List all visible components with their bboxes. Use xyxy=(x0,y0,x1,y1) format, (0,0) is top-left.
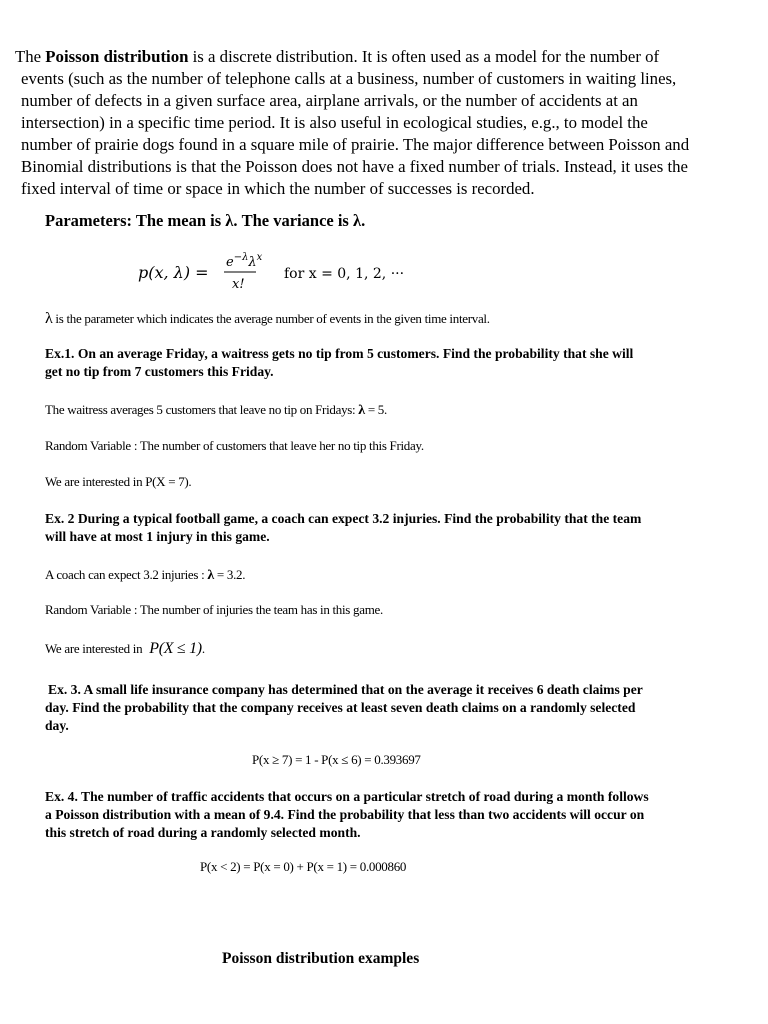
ex2-interest: We are interested in P(X ≤ 1). xyxy=(45,640,205,657)
parameters-line xyxy=(45,211,365,231)
formula-range: for x = 0, 1, 2, ··· xyxy=(284,266,405,282)
ex3-answer: P(x ≥ 7) = 1 - P(x ≤ 6) = 0.393697 xyxy=(252,752,421,767)
intro-line-4: intersection) in a specific time period. It is also useful in ecological studies, e.g., to model the xyxy=(21,113,648,132)
lambda-symbol: λ xyxy=(207,568,214,583)
ex3-heading: Ex. 3. A small life insurance company has determined that on the average it receives 6 death claims per day. Find the probability that the company receives at least seven death claims on a randomly selected day. xyxy=(45,682,643,733)
ex1-random-variable: Random Variable : The number of customers that leave her no tip this Friday. xyxy=(45,438,424,453)
poisson-formula xyxy=(138,248,438,293)
ex1-interest: We are interested in P(X = 7). xyxy=(45,474,192,489)
ex2-random-variable: Random Variable : The number of injuries the team has in this game. xyxy=(45,602,383,617)
ex4-heading: Ex. 4. The number of traffic accidents that occurs on a particular stretch of road during a month follows a Poisson distribution with a mean of 9.4. Find the probability that less than two accidents will occur on this stretch of road during a randomly selected month. xyxy=(45,789,649,840)
ex2-math: P(X ≤ 1) xyxy=(149,640,202,657)
intro-line-5: number of prairie dogs found in a square mile of prairie. The major difference between Poisson and xyxy=(21,135,690,154)
poisson-distribution-term: Poisson distribution xyxy=(45,47,189,66)
formula-graphic xyxy=(138,248,438,293)
parameters-text: : The mean is λ. The variance is λ. xyxy=(126,211,366,230)
intro-line-1: The Poisson distribution is a discrete distribution. It is often used as a model for the number of xyxy=(15,47,660,66)
lambda-description: λ is the parameter which indicates the average number of events in the given time interval. xyxy=(45,310,490,327)
ex4-answer: P(x < 2) = P(x = 0) + P(x = 1) = 0.000860 xyxy=(200,859,407,874)
page-title: Poisson distribution examples xyxy=(222,950,420,967)
intro-line-6: Binomial distributions is that the Poisson does not have a fixed number of trials. Instead, it uses the xyxy=(21,157,688,176)
ex2-lambda-line: A coach can expect 3.2 injuries : λ = 3.2. xyxy=(45,567,246,583)
ex2-heading: Ex. 2 During a typical football game, a coach can expect 3.2 injuries. Find the probability that the team will have at most 1 injury in this game. xyxy=(45,511,642,544)
ex1-lambda-line: The waitress averages 5 customers that leave no tip on Fridays: λ = 5. xyxy=(45,402,387,418)
formula-denominator: x! xyxy=(232,277,245,292)
intro-line-3: number of defects in a given surface area, airplane arrivals, or the number of accidents at an xyxy=(21,91,638,110)
formula-lhs: p(x, λ) = xyxy=(138,263,209,282)
lambda-symbol: λ xyxy=(358,403,365,418)
intro-line-2: events (such as the number of telephone calls at a business, number of customers in waiting lines, xyxy=(21,69,677,88)
formula-numerator: $e^{-\lambda}\lambda^x$ xyxy=(226,252,263,270)
parameters-label: Parameters xyxy=(45,211,127,230)
lambda-symbol: λ xyxy=(45,310,53,327)
intro-line-7: fixed interval of time or space in which the number of successes is recorded. xyxy=(21,179,535,198)
ex1-heading: Ex.1. On an average Friday, a waitress gets no tip from 5 customers. Find the probability that she will get no tip from 7 customers this Friday. xyxy=(45,346,634,379)
intro-paragraph xyxy=(15,46,756,200)
